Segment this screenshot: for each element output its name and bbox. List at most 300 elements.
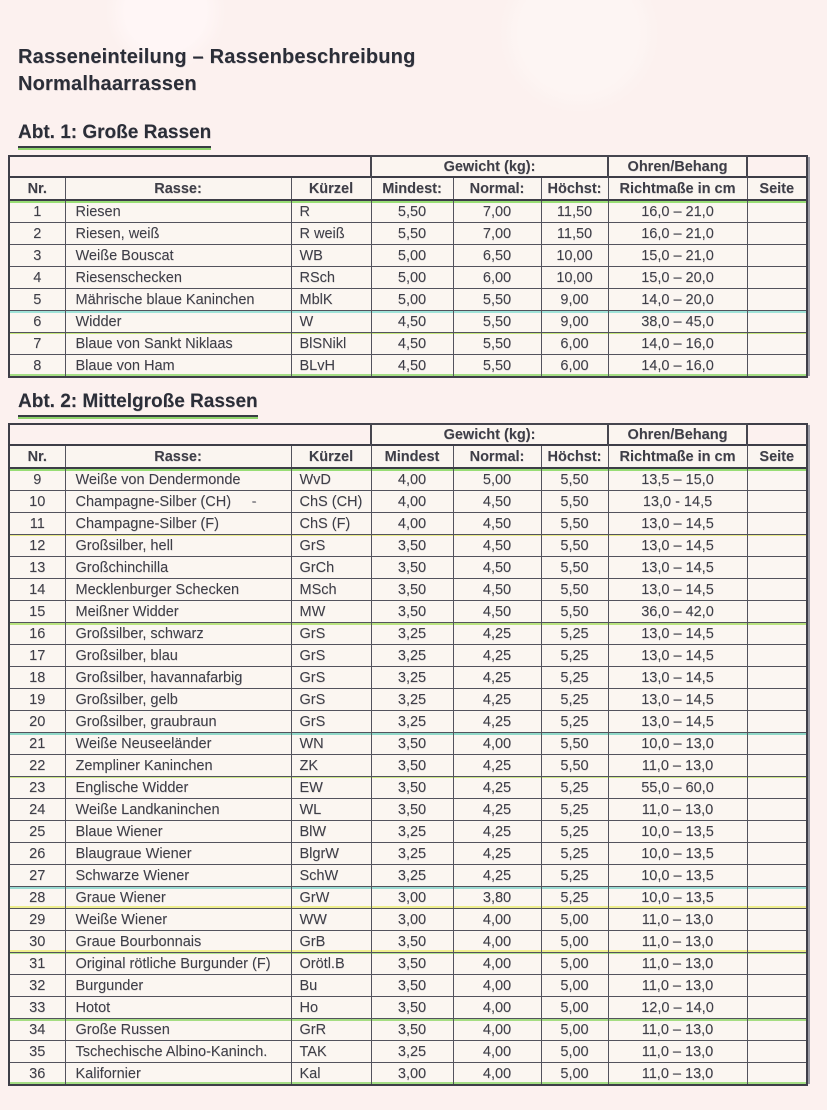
table-row (9, 1041, 807, 1063)
table-row (9, 267, 807, 289)
table-cell: GrW (291, 887, 371, 909)
table-cell: 3,50 (371, 1019, 453, 1041)
group-header-row (9, 424, 807, 445)
table-cell: Schwarze Wiener (65, 865, 291, 887)
table-cell: 11,0 – 13,0 (608, 953, 747, 975)
table-cell: Ho (291, 997, 371, 1019)
table-cell: 4,25 (453, 755, 541, 777)
table-cell: 21 (9, 733, 65, 755)
table-cell: 10,0 – 13,5 (608, 887, 747, 909)
table-row (9, 601, 807, 623)
table-cell: 5,00 (541, 975, 608, 997)
table-row (9, 557, 807, 579)
table-cell: Großsilber, blau (65, 645, 291, 667)
table-cell: R (291, 200, 371, 223)
column-header: Höchst: (541, 177, 608, 200)
table-cell: 5,00 (541, 931, 608, 953)
group-header-gewicht: Gewicht (kg): (371, 156, 608, 177)
table-cell: 11,0 – 13,0 (608, 1019, 747, 1041)
table-cell: 55,0 – 60,0 (608, 777, 747, 799)
table-cell: Große Russen (65, 1019, 291, 1041)
table-cell: 5,50 (453, 333, 541, 355)
table-cell: 8 (9, 355, 65, 378)
table-cell: 5,00 (541, 909, 608, 931)
table-cell: 25 (9, 821, 65, 843)
table-row (9, 468, 807, 491)
table-cell: 5,00 (541, 997, 608, 1019)
table-cell: 4,00 (371, 513, 453, 535)
table-cell: 5,50 (541, 733, 608, 755)
table-cell: 4,50 (453, 535, 541, 557)
table-cell: 4,50 (371, 355, 453, 378)
table-cell: Champagne-Silber (CH) - (65, 491, 291, 513)
table-cell: Widder (65, 311, 291, 333)
table-cell: 5,50 (541, 557, 608, 579)
table-cell: 3,25 (371, 689, 453, 711)
column-header: Rasse: (65, 445, 291, 468)
table-cell: 3,50 (371, 579, 453, 601)
table-cell: 7 (9, 333, 65, 355)
table-row (9, 777, 807, 799)
table-cell: WN (291, 733, 371, 755)
table-row (9, 799, 807, 821)
table-cell: 3 (9, 245, 65, 267)
table-cell: 5,25 (541, 711, 608, 733)
table-row (9, 491, 807, 513)
table-cell: 13,0 – 14,5 (608, 557, 747, 579)
table-cell (747, 865, 807, 887)
table-cell (747, 931, 807, 953)
table-cell: 24 (9, 799, 65, 821)
table-cell (747, 468, 807, 491)
table-cell (747, 887, 807, 909)
table-cell (747, 245, 807, 267)
table-cell (747, 689, 807, 711)
section-heading-abt-2: Abt. 2: Mittelgroße Rassen (18, 391, 258, 417)
table-cell: 5,50 (371, 200, 453, 223)
table-cell: 31 (9, 953, 65, 975)
table-cell (747, 1063, 807, 1086)
table-cell: 11,0 – 13,0 (608, 975, 747, 997)
table-cell: 5,25 (541, 843, 608, 865)
table-cell (747, 777, 807, 799)
table-row (9, 689, 807, 711)
column-header: Seite (747, 445, 807, 468)
table-cell: 11,50 (541, 223, 608, 245)
table-cell: 3,50 (371, 601, 453, 623)
table-cell: 13 (9, 557, 65, 579)
table-cell: GrS (291, 689, 371, 711)
table-cell: 34 (9, 1019, 65, 1041)
table-cell: GrS (291, 711, 371, 733)
table-cell: Großsilber, graubraun (65, 711, 291, 733)
table-cell: 13,0 – 14,5 (608, 667, 747, 689)
pencil-mark: - (251, 493, 257, 510)
table-cell: Champagne-Silber (F) (65, 513, 291, 535)
table-cell: 3,25 (371, 865, 453, 887)
table-cell: 3,00 (371, 887, 453, 909)
table-cell: 17 (9, 645, 65, 667)
table-cell: 32 (9, 975, 65, 997)
table-cell: 5,00 (541, 1063, 608, 1086)
table-row (9, 223, 807, 245)
table-cell: Großsilber, schwarz (65, 623, 291, 645)
table-cell: Mährische blaue Kaninchen (65, 289, 291, 311)
table-cell: 9,00 (541, 311, 608, 333)
table-cell: 15,0 – 20,0 (608, 267, 747, 289)
table-cell: 5,25 (541, 623, 608, 645)
table-cell: 15 (9, 601, 65, 623)
section-heading-abt-1: Abt. 1: Große Rassen (18, 122, 211, 148)
table-row (9, 200, 807, 223)
table-cell: 5,50 (541, 579, 608, 601)
table-cell: 5,25 (541, 645, 608, 667)
table-cell: 13,0 – 14,5 (608, 535, 747, 557)
table-row (9, 355, 807, 378)
table-row (9, 975, 807, 997)
column-header: Kürzel (291, 445, 371, 468)
table-cell: 4,25 (453, 689, 541, 711)
table-cell: 23 (9, 777, 65, 799)
table-row (9, 289, 807, 311)
group-header-gewicht: Gewicht (kg): (371, 424, 608, 445)
table-row (9, 513, 807, 535)
table-cell: 19 (9, 689, 65, 711)
table-cell: GrCh (291, 557, 371, 579)
table-cell: 3,50 (371, 557, 453, 579)
table-cell: 16,0 – 21,0 (608, 200, 747, 223)
table-cell (747, 843, 807, 865)
group-header-spacer (9, 424, 371, 445)
table-cell: 5,00 (541, 1019, 608, 1041)
table-cell: 4,00 (371, 468, 453, 491)
column-header: Höchst: (541, 445, 608, 468)
table-cell (747, 667, 807, 689)
table-cell: 10,0 – 13,0 (608, 733, 747, 755)
table-cell: 5,25 (541, 667, 608, 689)
table-cell: Riesen, weiß (65, 223, 291, 245)
table-cell (747, 645, 807, 667)
table-cell: Riesen (65, 200, 291, 223)
group-header-row (9, 156, 807, 177)
table-cell: 6 (9, 311, 65, 333)
table-cell: 4,00 (453, 733, 541, 755)
table-cell: 4,50 (453, 491, 541, 513)
table-cell: 12 (9, 535, 65, 557)
column-header: Nr. (9, 177, 65, 200)
table-cell: 9,00 (541, 289, 608, 311)
table-cell: 3,25 (371, 623, 453, 645)
table-cell: ChS (F) (291, 513, 371, 535)
table-cell (747, 267, 807, 289)
table-cell: 14 (9, 579, 65, 601)
table-cell: 18 (9, 667, 65, 689)
table-cell: 36,0 – 42,0 (608, 601, 747, 623)
table-row (9, 1019, 807, 1041)
table-cell: 4,00 (453, 997, 541, 1019)
rassen-table-abt2 (8, 423, 808, 1086)
table-cell: 33 (9, 997, 65, 1019)
table-cell: 3,50 (371, 777, 453, 799)
table-cell: 3,50 (371, 535, 453, 557)
table-row (9, 667, 807, 689)
table-cell (747, 711, 807, 733)
table-cell: SchW (291, 865, 371, 887)
table-cell: Zempliner Kaninchen (65, 755, 291, 777)
table-cell: BLvH (291, 355, 371, 378)
column-header: Kürzel (291, 177, 371, 200)
column-header: Mindest: (371, 177, 453, 200)
document-title-line2: Normalhaarrassen (18, 73, 197, 95)
table-cell: 3,00 (371, 1063, 453, 1086)
table-cell (747, 909, 807, 931)
table-cell: 4 (9, 267, 65, 289)
table-cell: Tschechische Albino-Kaninch. (65, 1041, 291, 1063)
table-cell: 11,0 – 13,0 (608, 755, 747, 777)
table-cell: Meißner Widder (65, 601, 291, 623)
table-cell: GrR (291, 1019, 371, 1041)
table-cell: BlSNikl (291, 333, 371, 355)
table-cell: 4,00 (453, 931, 541, 953)
table-cell: 3,50 (371, 997, 453, 1019)
group-header-spacer (747, 156, 807, 177)
table-cell: 4,25 (453, 799, 541, 821)
table-cell: 5,50 (541, 755, 608, 777)
table-cell: 10,0 – 13,5 (608, 865, 747, 887)
table-cell: 11,0 – 13,0 (608, 1063, 747, 1086)
table-cell: 4,50 (371, 311, 453, 333)
table-cell: 3,25 (371, 843, 453, 865)
table-cell: Großsilber, hell (65, 535, 291, 557)
table-cell: Weiße Bouscat (65, 245, 291, 267)
table-cell: 13,0 – 14,5 (608, 645, 747, 667)
table-cell: 11,0 – 13,0 (608, 1041, 747, 1063)
table-cell: 13,0 – 14,5 (608, 623, 747, 645)
table-cell: 4,25 (453, 843, 541, 865)
table-cell: 5,25 (541, 689, 608, 711)
rassen-table-abt1 (8, 155, 808, 378)
table-cell: 6,00 (541, 355, 608, 378)
table-cell (747, 557, 807, 579)
table-cell: 13,0 – 14,5 (608, 711, 747, 733)
table-cell: 5,50 (453, 289, 541, 311)
table-cell: 6,00 (541, 333, 608, 355)
table-cell: 5,50 (453, 355, 541, 378)
table-cell (747, 755, 807, 777)
table-cell: 3,00 (371, 909, 453, 931)
table-cell: Großsilber, gelb (65, 689, 291, 711)
document-title (18, 44, 416, 98)
table-cell: 5,25 (541, 887, 608, 909)
table-cell: Weiße Neuseeländer (65, 733, 291, 755)
column-header: Nr. (9, 445, 65, 468)
table-cell: 3,50 (371, 931, 453, 953)
table-cell: GrS (291, 623, 371, 645)
table-cell (747, 601, 807, 623)
table-cell: 4,25 (453, 711, 541, 733)
table-row (9, 1063, 807, 1086)
table-row (9, 711, 807, 733)
table-cell: 13,0 - 14,5 (608, 491, 747, 513)
table-cell (747, 623, 807, 645)
table-cell: 10,00 (541, 245, 608, 267)
table-row (9, 579, 807, 601)
table-cell: 5,00 (541, 1041, 608, 1063)
table-cell (747, 355, 807, 378)
table-cell: 4,50 (453, 513, 541, 535)
table-cell: 5,25 (541, 777, 608, 799)
table-cell: Original rötliche Burgunder (F) (65, 953, 291, 975)
table-cell: 5,50 (371, 223, 453, 245)
table-row (9, 535, 807, 557)
table-cell: Riesenschecken (65, 267, 291, 289)
table-row (9, 843, 807, 865)
table-cell: Bu (291, 975, 371, 997)
table-cell: 4,50 (453, 579, 541, 601)
table-cell: 13,0 – 14,5 (608, 689, 747, 711)
table-cell: Großsilber, havannafarbig (65, 667, 291, 689)
table-cell: 3,50 (371, 755, 453, 777)
table-cell: R weiß (291, 223, 371, 245)
table-cell: 5,50 (541, 535, 608, 557)
table-cell: Kalifornier (65, 1063, 291, 1086)
table-cell: BlW (291, 821, 371, 843)
table-cell: 5,50 (541, 513, 608, 535)
table-cell: 5 (9, 289, 65, 311)
table-cell (747, 1041, 807, 1063)
table-row (9, 245, 807, 267)
table-cell: EW (291, 777, 371, 799)
column-header: Rasse: (65, 177, 291, 200)
table-cell: 5,00 (371, 245, 453, 267)
table-cell: GrS (291, 667, 371, 689)
table-cell: 3,50 (371, 733, 453, 755)
table-cell: 38,0 – 45,0 (608, 311, 747, 333)
table-cell: 4,25 (453, 623, 541, 645)
table-cell: Blaue Wiener (65, 821, 291, 843)
table-cell: 9 (9, 468, 65, 491)
table-cell: Graue Wiener (65, 887, 291, 909)
table-cell: BlgrW (291, 843, 371, 865)
table-cell: W (291, 311, 371, 333)
table-cell: 4,50 (371, 333, 453, 355)
table-cell (747, 953, 807, 975)
table-row (9, 909, 807, 931)
table-row (9, 997, 807, 1019)
table-row (9, 333, 807, 355)
table-cell: Blaue von Ham (65, 355, 291, 378)
table-cell: Kal (291, 1063, 371, 1086)
table-cell: 3,50 (371, 975, 453, 997)
table-cell (747, 333, 807, 355)
table-cell: 16,0 – 21,0 (608, 223, 747, 245)
table-cell: 13,5 – 15,0 (608, 468, 747, 491)
table-cell: Hotot (65, 997, 291, 1019)
table-cell (747, 223, 807, 245)
column-header: Richtmaße in cm (608, 445, 747, 468)
table-row (9, 755, 807, 777)
table-cell: 3,25 (371, 711, 453, 733)
table-cell: 11,50 (541, 200, 608, 223)
table-cell: 4,00 (371, 491, 453, 513)
table-cell: 29 (9, 909, 65, 931)
table-cell: 5,25 (541, 799, 608, 821)
table-cell: MblK (291, 289, 371, 311)
table-cell: 2 (9, 223, 65, 245)
table-row (9, 311, 807, 333)
table-cell: 5,50 (541, 468, 608, 491)
table-cell: 20 (9, 711, 65, 733)
table-cell (747, 491, 807, 513)
table-cell: GrS (291, 535, 371, 557)
group-header-spacer (747, 424, 807, 445)
table-cell: WB (291, 245, 371, 267)
table-cell: TAK (291, 1041, 371, 1063)
table-cell: 11,0 – 13,0 (608, 931, 747, 953)
table-cell: Burgunder (65, 975, 291, 997)
table-cell: RSch (291, 267, 371, 289)
group-header-ohren: Ohren/Behang (608, 424, 747, 445)
column-header: Richtmaße in cm (608, 177, 747, 200)
table-cell: 10,0 – 13,5 (608, 843, 747, 865)
table-cell (747, 1019, 807, 1041)
table-cell (747, 733, 807, 755)
table-cell: 3,25 (371, 821, 453, 843)
table-cell: 28 (9, 887, 65, 909)
table-cell: Englische Widder (65, 777, 291, 799)
table-cell: 15,0 – 21,0 (608, 245, 747, 267)
table-cell: 4,50 (453, 601, 541, 623)
table-cell: ZK (291, 755, 371, 777)
table-cell: Blaugraue Wiener (65, 843, 291, 865)
column-header-row (9, 177, 807, 200)
table-cell: 14,0 – 16,0 (608, 333, 747, 355)
table-cell: 4,00 (453, 1041, 541, 1063)
table-cell: ChS (CH) (291, 491, 371, 513)
table-cell: 4,25 (453, 865, 541, 887)
table-cell: 30 (9, 931, 65, 953)
table-cell: 5,00 (371, 289, 453, 311)
table-cell: 35 (9, 1041, 65, 1063)
table-cell: 7,00 (453, 223, 541, 245)
table-cell (747, 535, 807, 557)
column-header: Normal: (453, 445, 541, 468)
table-cell: WvD (291, 468, 371, 491)
table-cell: Weiße Wiener (65, 909, 291, 931)
table-cell (747, 289, 807, 311)
table-row (9, 953, 807, 975)
table-cell: 3,80 (453, 887, 541, 909)
table-cell: 10,00 (541, 267, 608, 289)
table-cell: Weiße von Dendermonde (65, 468, 291, 491)
table-cell: 36 (9, 1063, 65, 1086)
table-cell: 4,00 (453, 909, 541, 931)
document-title-line1: Rasseneinteilung – Rassenbeschreibung (18, 46, 416, 68)
table-cell (747, 579, 807, 601)
column-header: Mindest (371, 445, 453, 468)
table-cell: 3,25 (371, 1041, 453, 1063)
group-header-spacer (9, 156, 371, 177)
table-cell (747, 311, 807, 333)
column-header-row (9, 445, 807, 468)
table-cell: 5,00 (371, 267, 453, 289)
table-cell (747, 975, 807, 997)
table-cell: 14,0 – 20,0 (608, 289, 747, 311)
table-cell: Blaue von Sankt Niklaas (65, 333, 291, 355)
table-cell: MSch (291, 579, 371, 601)
table-row (9, 931, 807, 953)
table-cell: GrS (291, 645, 371, 667)
